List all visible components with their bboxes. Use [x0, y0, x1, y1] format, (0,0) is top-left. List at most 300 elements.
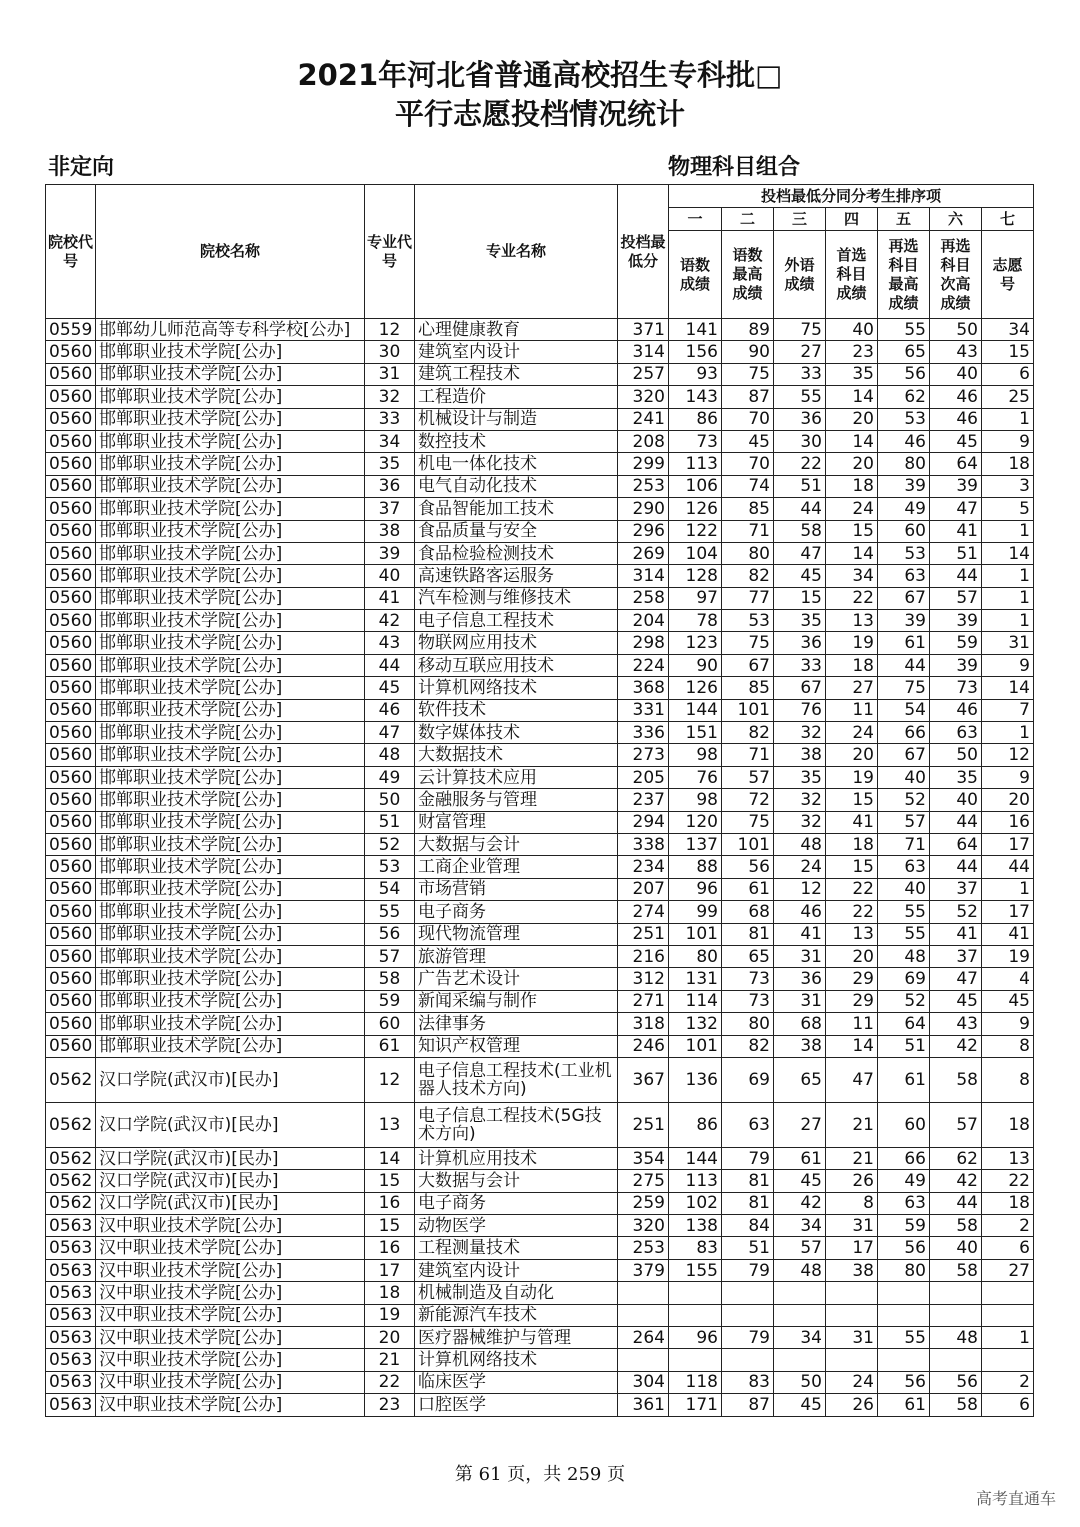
- cell-score-first-subject: 23: [826, 341, 878, 363]
- cell-choice-number: 16: [982, 811, 1034, 833]
- cell-score-elective-max: 57: [878, 811, 930, 833]
- cell-choice-number: 2: [982, 1371, 1034, 1393]
- cell-score-elective-second: 50: [930, 319, 982, 341]
- cell-score-elective-max: 46: [878, 430, 930, 452]
- cell-major-name: 食品智能加工技术: [415, 498, 618, 520]
- cell-school-code: 0560: [46, 945, 96, 967]
- cell-score-foreign: 32: [774, 811, 826, 833]
- cell-min-score: 304: [618, 1371, 669, 1393]
- cell-school-name: 邯郸职业技术学院[公办]: [96, 923, 365, 945]
- page-subtitle: 平行志愿投档情况统计: [394, 97, 685, 131]
- cell-score-foreign: 35: [774, 610, 826, 632]
- cell-school-name: 邯郸职业技术学院[公办]: [96, 1013, 365, 1035]
- cell-score-foreign: 42: [774, 1192, 826, 1214]
- cell-min-score: 224: [618, 654, 669, 676]
- cell-score-yushu: 98: [669, 744, 722, 766]
- cell-major-code: 41: [365, 587, 415, 609]
- cell-school-code: 0560: [46, 990, 96, 1012]
- cell-school-code: 0563: [46, 1282, 96, 1304]
- cell-score-first-subject: 13: [826, 923, 878, 945]
- table-row: [46, 789, 1034, 811]
- cell-score-first-subject: 31: [826, 1327, 878, 1349]
- cell-score-first-subject: 14: [826, 1035, 878, 1057]
- header-major-code: 专业代号: [365, 185, 415, 319]
- cell-score-foreign: 31: [774, 990, 826, 1012]
- cell-min-score: 216: [618, 945, 669, 967]
- cell-min-score: 253: [618, 1237, 669, 1259]
- cell-score-elective-max: 55: [878, 901, 930, 923]
- cell-min-score: 320: [618, 386, 669, 408]
- cell-score-elective-second: 58: [930, 1394, 982, 1416]
- cell-score-elective-max: 55: [878, 1327, 930, 1349]
- cell-score-yushu: 138: [669, 1215, 722, 1237]
- cell-score-foreign: 45: [774, 1170, 826, 1192]
- cell-major-code: 44: [365, 654, 415, 676]
- cell-major-code: 61: [365, 1035, 415, 1057]
- cell-score-first-subject: 27: [826, 677, 878, 699]
- cell-score-first-subject: 19: [826, 766, 878, 788]
- cell-school-name: 邯郸职业技术学院[公办]: [96, 610, 365, 632]
- cell-score-foreign: 22: [774, 453, 826, 475]
- cell-score-yushu-max: 56: [722, 856, 774, 878]
- cell-choice-number: 6: [982, 363, 1034, 385]
- cell-score-first-subject: 20: [826, 945, 878, 967]
- cell-major-name: 汽车检测与维修技术: [415, 587, 618, 609]
- cell-school-name: 汉中职业技术学院[公办]: [96, 1327, 365, 1349]
- cell-major-name: 大数据与会计: [415, 833, 618, 855]
- cell-score-foreign: 36: [774, 968, 826, 990]
- cell-score-yushu-max: 87: [722, 1394, 774, 1416]
- cell-major-code: 18: [365, 1282, 415, 1304]
- cell-major-name: 广告艺术设计: [415, 968, 618, 990]
- cell-min-score: 314: [618, 565, 669, 587]
- cell-school-code: 0560: [46, 408, 96, 430]
- cell-school-name: 汉口学院(武汉市)[民办]: [96, 1147, 365, 1169]
- cell-score-elective-max: 40: [878, 766, 930, 788]
- cell-score-elective-second: 45: [930, 430, 982, 452]
- cell-major-code: 35: [365, 453, 415, 475]
- cell-score-elective-max: 59: [878, 1215, 930, 1237]
- cell-score-yushu: 96: [669, 878, 722, 900]
- cell-school-name: 汉中职业技术学院[公办]: [96, 1371, 365, 1393]
- cell-score-foreign: 75: [774, 319, 826, 341]
- page-footer: 第 61 页，共 259 页: [454, 1464, 626, 1485]
- cell-min-score: 271: [618, 990, 669, 1012]
- cell-score-elective-max: 51: [878, 1035, 930, 1057]
- table-row: [46, 1394, 1034, 1416]
- cell-major-name: 工商企业管理: [415, 856, 618, 878]
- cell-school-name: 邯郸职业技术学院[公办]: [96, 856, 365, 878]
- cell-score-elective-max: 75: [878, 677, 930, 699]
- table-row: [46, 856, 1034, 878]
- cell-choice-number: 5: [982, 498, 1034, 520]
- cell-major-name: 医疗器械维护与管理: [415, 1327, 618, 1349]
- cell-min-score: 361: [618, 1394, 669, 1416]
- table-row: [46, 1304, 1034, 1326]
- cell-school-code: 0560: [46, 789, 96, 811]
- cell-choice-number: 31: [982, 632, 1034, 654]
- cell-choice-number: 1: [982, 408, 1034, 430]
- cell-choice-number: 1: [982, 1327, 1034, 1349]
- cell-score-elective-second: 35: [930, 766, 982, 788]
- cell-major-code: 53: [365, 856, 415, 878]
- cell-score-foreign: 47: [774, 542, 826, 564]
- cell-score-first-subject: 13: [826, 610, 878, 632]
- cell-score-elective-second: 44: [930, 856, 982, 878]
- cell-school-code: 0563: [46, 1215, 96, 1237]
- cell-major-code: 15: [365, 1170, 415, 1192]
- cell-min-score: 294: [618, 811, 669, 833]
- cell-school-code: 0560: [46, 363, 96, 385]
- cell-major-name: 软件技术: [415, 699, 618, 721]
- table-row: [46, 1102, 1034, 1147]
- table-row: [46, 1215, 1034, 1237]
- cell-score-first-subject: 20: [826, 453, 878, 475]
- cell-score-elective-second: 40: [930, 789, 982, 811]
- table-row: [46, 319, 1034, 341]
- cell-major-code: 42: [365, 610, 415, 632]
- cell-school-name: 汉中职业技术学院[公办]: [96, 1394, 365, 1416]
- table-row: [46, 945, 1034, 967]
- cell-school-name: 邯郸幼儿师范高等专科学校[公办]: [96, 319, 365, 341]
- table-row: [46, 811, 1034, 833]
- cell-score-yushu: 171: [669, 1394, 722, 1416]
- cell-score-elective-second: 58: [930, 1057, 982, 1102]
- cell-score-elective-second: 37: [930, 878, 982, 900]
- cell-score-elective-max: 71: [878, 833, 930, 855]
- cell-score-elective-max: 62: [878, 386, 930, 408]
- table-row: [46, 363, 1034, 385]
- cell-min-score: [618, 1304, 669, 1326]
- cell-major-name: 市场营销: [415, 878, 618, 900]
- cell-choice-number: 1: [982, 878, 1034, 900]
- cell-score-foreign: 68: [774, 1013, 826, 1035]
- cell-score-yushu-max: 84: [722, 1215, 774, 1237]
- cell-score-elective-second: 41: [930, 520, 982, 542]
- cell-score-first-subject: 24: [826, 1371, 878, 1393]
- cell-score-elective-max: 67: [878, 744, 930, 766]
- cell-major-code: 12: [365, 1057, 415, 1102]
- cell-score-elective-max: 44: [878, 654, 930, 676]
- cell-min-score: 246: [618, 1035, 669, 1057]
- cell-major-name: 动物医学: [415, 1215, 618, 1237]
- cell-school-name: 汉中职业技术学院[公办]: [96, 1282, 365, 1304]
- subject-combination-label: 物理科目组合: [668, 155, 801, 180]
- cell-choice-number: 1: [982, 610, 1034, 632]
- cell-score-elective-max: 49: [878, 498, 930, 520]
- cell-score-foreign: 61: [774, 1147, 826, 1169]
- cell-score-elective-max: 40: [878, 878, 930, 900]
- cell-major-name: 物联网应用技术: [415, 632, 618, 654]
- cell-major-code: 52: [365, 833, 415, 855]
- cell-major-code: 49: [365, 766, 415, 788]
- cell-choice-number: [982, 1349, 1034, 1371]
- header-rank-3: 三: [774, 208, 826, 231]
- header-rank-5: 五: [878, 208, 930, 231]
- cell-score-yushu: 76: [669, 766, 722, 788]
- cell-score-yushu: 106: [669, 475, 722, 497]
- cell-score-foreign: 32: [774, 722, 826, 744]
- cell-school-name: 邯郸职业技术学院[公办]: [96, 453, 365, 475]
- cell-school-code: 0560: [46, 587, 96, 609]
- cell-choice-number: 9: [982, 766, 1034, 788]
- cell-score-yushu: 93: [669, 363, 722, 385]
- cell-major-code: 43: [365, 632, 415, 654]
- cell-school-name: 汉口学院(武汉市)[民办]: [96, 1057, 365, 1102]
- cell-score-yushu-max: 81: [722, 923, 774, 945]
- cell-score-foreign: 32: [774, 789, 826, 811]
- watermark: 高考直通车: [975, 1489, 1056, 1508]
- cell-score-elective-max: 63: [878, 565, 930, 587]
- cell-score-elective-second: 57: [930, 1102, 982, 1147]
- cell-major-code: 57: [365, 945, 415, 967]
- cell-choice-number: [982, 1304, 1034, 1326]
- cell-major-code: 33: [365, 408, 415, 430]
- header-min-score: 投档最低分: [618, 185, 669, 319]
- cell-min-score: 234: [618, 856, 669, 878]
- cell-school-name: 邯郸职业技术学院[公办]: [96, 632, 365, 654]
- cell-score-yushu: 98: [669, 789, 722, 811]
- cell-score-foreign: 51: [774, 475, 826, 497]
- cell-score-yushu: 97: [669, 587, 722, 609]
- table-row: [46, 677, 1034, 699]
- cell-score-foreign: 58: [774, 520, 826, 542]
- cell-school-code: 0560: [46, 856, 96, 878]
- cell-school-name: 邯郸职业技术学院[公办]: [96, 766, 365, 788]
- cell-school-name: 邯郸职业技术学院[公办]: [96, 587, 365, 609]
- cell-school-code: 0563: [46, 1327, 96, 1349]
- cell-major-name: 金融服务与管理: [415, 789, 618, 811]
- cell-score-elective-second: [930, 1349, 982, 1371]
- cell-school-code: 0560: [46, 833, 96, 855]
- cell-school-name: 汉口学院(武汉市)[民办]: [96, 1192, 365, 1214]
- cell-score-yushu-max: 73: [722, 990, 774, 1012]
- cell-score-first-subject: 40: [826, 319, 878, 341]
- cell-choice-number: 9: [982, 430, 1034, 452]
- cell-score-yushu-max: 53: [722, 610, 774, 632]
- header-school-name: 院校名称: [96, 185, 365, 319]
- cell-score-elective-second: 64: [930, 453, 982, 475]
- cell-school-code: 0560: [46, 520, 96, 542]
- cell-score-yushu-max: 81: [722, 1170, 774, 1192]
- cell-score-yushu-max: 70: [722, 408, 774, 430]
- cell-score-elective-second: 62: [930, 1147, 982, 1169]
- cell-score-foreign: 15: [774, 587, 826, 609]
- cell-choice-number: 18: [982, 453, 1034, 475]
- cell-major-code: 38: [365, 520, 415, 542]
- header-sort-item-6: 再选科目次高成绩: [930, 231, 982, 319]
- cell-score-elective-max: [878, 1349, 930, 1371]
- table-row: [46, 475, 1034, 497]
- cell-choice-number: 8: [982, 1057, 1034, 1102]
- cell-major-name: 新闻采编与制作: [415, 990, 618, 1012]
- cell-score-elective-max: 56: [878, 1371, 930, 1393]
- cell-score-foreign: 46: [774, 901, 826, 923]
- cell-min-score: 336: [618, 722, 669, 744]
- cell-school-name: 邯郸职业技术学院[公办]: [96, 430, 365, 452]
- cell-score-first-subject: 20: [826, 408, 878, 430]
- cell-score-yushu: 151: [669, 722, 722, 744]
- cell-score-elective-max: 49: [878, 1170, 930, 1192]
- cell-school-name: 汉口学院(武汉市)[民办]: [96, 1102, 365, 1147]
- cell-min-score: 298: [618, 632, 669, 654]
- cell-score-yushu: 104: [669, 542, 722, 564]
- cell-min-score: 269: [618, 542, 669, 564]
- cell-score-yushu: 101: [669, 1035, 722, 1057]
- cell-score-foreign: 33: [774, 363, 826, 385]
- cell-score-elective-second: 43: [930, 341, 982, 363]
- cell-school-code: 0563: [46, 1371, 96, 1393]
- cell-min-score: 207: [618, 878, 669, 900]
- cell-score-yushu: 156: [669, 341, 722, 363]
- cell-school-code: 0560: [46, 475, 96, 497]
- cell-choice-number: 13: [982, 1147, 1034, 1169]
- cell-score-yushu-max: 75: [722, 363, 774, 385]
- cell-school-code: 0560: [46, 968, 96, 990]
- cell-score-foreign: 50: [774, 1371, 826, 1393]
- cell-score-yushu: 83: [669, 1237, 722, 1259]
- cell-major-code: 32: [365, 386, 415, 408]
- cell-major-name: 建筑工程技术: [415, 363, 618, 385]
- cell-score-elective-max: 66: [878, 1147, 930, 1169]
- cell-score-elective-second: 46: [930, 408, 982, 430]
- cell-school-name: 邯郸职业技术学院[公办]: [96, 1035, 365, 1057]
- cell-score-elective-second: 42: [930, 1035, 982, 1057]
- cell-score-yushu-max: 51: [722, 1237, 774, 1259]
- cell-major-name: 电子信息工程技术: [415, 610, 618, 632]
- cell-min-score: 368: [618, 677, 669, 699]
- cell-score-yushu: 126: [669, 677, 722, 699]
- cell-score-yushu-max: 65: [722, 945, 774, 967]
- cell-score-elective-second: 58: [930, 1215, 982, 1237]
- cell-score-yushu: 122: [669, 520, 722, 542]
- cell-major-name: 知识产权管理: [415, 1035, 618, 1057]
- cell-choice-number: 12: [982, 744, 1034, 766]
- cell-score-first-subject: 18: [826, 833, 878, 855]
- cell-school-code: 0560: [46, 386, 96, 408]
- cell-score-first-subject: 34: [826, 565, 878, 587]
- cell-min-score: 273: [618, 744, 669, 766]
- cell-score-yushu: 86: [669, 408, 722, 430]
- cell-score-elective-second: 40: [930, 363, 982, 385]
- header-rank-4: 四: [826, 208, 878, 231]
- cell-major-name: 计算机网络技术: [415, 1349, 618, 1371]
- cell-score-elective-max: 69: [878, 968, 930, 990]
- cell-school-name: 邯郸职业技术学院[公办]: [96, 654, 365, 676]
- cell-min-score: 320: [618, 1215, 669, 1237]
- cell-score-first-subject: 11: [826, 699, 878, 721]
- cell-major-code: 23: [365, 1394, 415, 1416]
- cell-major-name: 工程测量技术: [415, 1237, 618, 1259]
- cell-school-code: 0560: [46, 901, 96, 923]
- cell-score-yushu: 113: [669, 453, 722, 475]
- cell-score-elective-second: 57: [930, 587, 982, 609]
- cell-min-score: 205: [618, 766, 669, 788]
- table-row: [46, 1035, 1034, 1057]
- cell-score-elective-max: 39: [878, 610, 930, 632]
- cell-min-score: [618, 1282, 669, 1304]
- cell-score-elective-second: 44: [930, 1192, 982, 1214]
- cell-score-first-subject: 22: [826, 901, 878, 923]
- cell-min-score: 354: [618, 1147, 669, 1169]
- cell-choice-number: 45: [982, 990, 1034, 1012]
- cell-major-code: 55: [365, 901, 415, 923]
- cell-score-yushu: 131: [669, 968, 722, 990]
- table-row: [46, 386, 1034, 408]
- cell-school-code: 0560: [46, 654, 96, 676]
- cell-choice-number: 14: [982, 677, 1034, 699]
- cell-score-first-subject: 26: [826, 1394, 878, 1416]
- cell-major-name: 建筑室内设计: [415, 1259, 618, 1281]
- cell-score-yushu-max: 63: [722, 1102, 774, 1147]
- cell-score-yushu: 78: [669, 610, 722, 632]
- cell-choice-number: 1: [982, 565, 1034, 587]
- cell-score-yushu-max: 71: [722, 520, 774, 542]
- table-row: [46, 520, 1034, 542]
- cell-score-first-subject: 35: [826, 363, 878, 385]
- cell-score-foreign: 76: [774, 699, 826, 721]
- cell-score-elective-max: 53: [878, 408, 930, 430]
- cell-score-first-subject: 15: [826, 520, 878, 542]
- cell-school-code: 0560: [46, 498, 96, 520]
- cell-min-score: 274: [618, 901, 669, 923]
- cell-min-score: 257: [618, 363, 669, 385]
- cell-score-yushu: 144: [669, 1147, 722, 1169]
- cell-major-code: 48: [365, 744, 415, 766]
- cell-choice-number: 25: [982, 386, 1034, 408]
- cell-score-elective-max: 67: [878, 587, 930, 609]
- cell-score-yushu-max: 82: [722, 722, 774, 744]
- cell-score-yushu: 123: [669, 632, 722, 654]
- cell-score-yushu-max: [722, 1349, 774, 1371]
- cell-score-first-subject: 14: [826, 430, 878, 452]
- cell-score-elective-second: 48: [930, 1327, 982, 1349]
- table-row: [46, 1057, 1034, 1102]
- cell-score-yushu: 120: [669, 811, 722, 833]
- cell-score-elective-max: 60: [878, 520, 930, 542]
- cell-school-code: 0560: [46, 632, 96, 654]
- cell-school-name: 邯郸职业技术学院[公办]: [96, 878, 365, 900]
- cell-choice-number: 8: [982, 1035, 1034, 1057]
- page-title: 2021年河北省普通高校招生专科批□: [297, 58, 783, 92]
- cell-score-yushu-max: 85: [722, 677, 774, 699]
- cell-score-elective-max: 64: [878, 1013, 930, 1035]
- cell-choice-number: 17: [982, 901, 1034, 923]
- cell-score-yushu: 88: [669, 856, 722, 878]
- cell-min-score: 290: [618, 498, 669, 520]
- cell-major-name: 数控技术: [415, 430, 618, 452]
- cell-score-first-subject: 22: [826, 878, 878, 900]
- cell-score-yushu: 137: [669, 833, 722, 855]
- cell-school-code: 0560: [46, 542, 96, 564]
- cell-min-score: 275: [618, 1170, 669, 1192]
- cell-score-elective-max: 65: [878, 341, 930, 363]
- cell-score-yushu: 113: [669, 1170, 722, 1192]
- cell-score-yushu: 90: [669, 654, 722, 676]
- table-row: [46, 722, 1034, 744]
- cell-school-name: 邯郸职业技术学院[公办]: [96, 945, 365, 967]
- cell-score-first-subject: 14: [826, 386, 878, 408]
- cell-school-code: 0560: [46, 453, 96, 475]
- cell-choice-number: 3: [982, 475, 1034, 497]
- cell-score-yushu-max: [722, 1304, 774, 1326]
- cell-major-name: 计算机网络技术: [415, 677, 618, 699]
- cell-min-score: 371: [618, 319, 669, 341]
- table-row: [46, 341, 1034, 363]
- cell-score-yushu: 102: [669, 1192, 722, 1214]
- cell-score-yushu: 132: [669, 1013, 722, 1035]
- cell-score-foreign: 35: [774, 766, 826, 788]
